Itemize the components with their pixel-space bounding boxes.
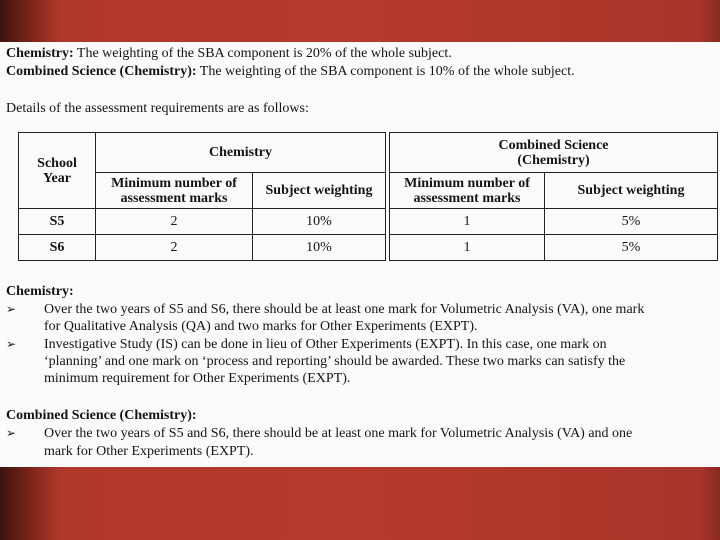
table-header-row xyxy=(19,133,718,173)
details-heading: Details of the assessment requirements are as follows: xyxy=(6,101,309,116)
chemistry-bullet-1 xyxy=(6,301,644,318)
chemistry-bullet-2 xyxy=(6,336,607,353)
cs-weighting-cell: 5% xyxy=(545,209,718,235)
cs-min-cell: 1 xyxy=(390,235,545,261)
year-cell: S6 xyxy=(19,235,96,261)
combined-bullet-1-continuation: mark for Other Experiments (EXPT). xyxy=(44,444,254,459)
top-red-band xyxy=(0,0,720,42)
arrow-bullet-icon: ➢ xyxy=(6,426,17,440)
chemistry-bullet-1-continuation: for Qualitative Analysis (QA) and two marks for Other Experiments (EXPT). xyxy=(44,319,478,334)
bullet-text: Over the two years of S5 and S6, there should be at least one mark for Volumetric Analysis (VA), one mark xyxy=(44,302,645,317)
table-row xyxy=(19,209,718,235)
chem-weighting-cell: 10% xyxy=(253,235,386,261)
cs-min-marks-header: Minimum number of assessment marks xyxy=(390,173,545,209)
chem-min-cell: 2 xyxy=(96,235,253,261)
bullet-text: Over the two years of S5 and S6, there should be at least one mark for Volumetric Analysis (VA) and one xyxy=(44,426,633,441)
combined-bullet-1 xyxy=(6,425,632,442)
combined-weighting-text: The weighting of the SBA component is 10% of the whole subject. xyxy=(196,64,575,79)
chem-weighting-header: Subject weighting xyxy=(253,173,386,209)
cs-min-cell: 1 xyxy=(390,209,545,235)
table-row xyxy=(19,235,718,261)
combined-science-label: Combined Science (Chemistry): xyxy=(6,64,197,79)
arrow-bullet-icon: ➢ xyxy=(6,302,17,316)
assessment-table xyxy=(18,132,718,261)
arrow-bullet-icon: ➢ xyxy=(6,337,17,351)
chemistry-header: Chemistry xyxy=(96,133,386,173)
school-year-header: School Year xyxy=(19,133,96,209)
document-page xyxy=(0,42,720,467)
chem-min-cell: 2 xyxy=(96,209,253,235)
chem-min-marks-header: Minimum number of assessment marks xyxy=(96,173,253,209)
combined-weighting-line xyxy=(6,64,575,80)
chemistry-section-heading: Chemistry: xyxy=(6,284,74,299)
chemistry-bullet-2-continuation: ‘planning’ and one mark on ‘process and reporting’ should be awarded. These two marks can satisfy the xyxy=(44,354,626,369)
bullet-text: Investigative Study (IS) can be done in lieu of Other Experiments (EXPT). In this case, one mark on xyxy=(44,337,607,352)
chemistry-label: Chemistry: xyxy=(6,46,74,61)
cs-weighting-header: Subject weighting xyxy=(545,173,718,209)
combined-section-heading: Combined Science (Chemistry): xyxy=(6,408,197,423)
chemistry-bullet-2-continuation: minimum requirement for Other Experiments (EXPT). xyxy=(44,371,351,386)
combined-science-header xyxy=(390,133,718,173)
combined-science-header-line2: (Chemistry) xyxy=(517,152,590,168)
cs-weighting-cell: 5% xyxy=(545,235,718,261)
chemistry-weighting-text: The weighting of the SBA component is 20% of the whole subject. xyxy=(73,46,452,61)
table-subheader-row xyxy=(19,173,718,209)
year-cell: S5 xyxy=(19,209,96,235)
chemistry-weighting-line xyxy=(6,46,452,62)
combined-science-header-line1: Combined Science xyxy=(498,137,609,153)
bottom-red-band xyxy=(0,467,720,540)
chem-weighting-cell: 10% xyxy=(253,209,386,235)
